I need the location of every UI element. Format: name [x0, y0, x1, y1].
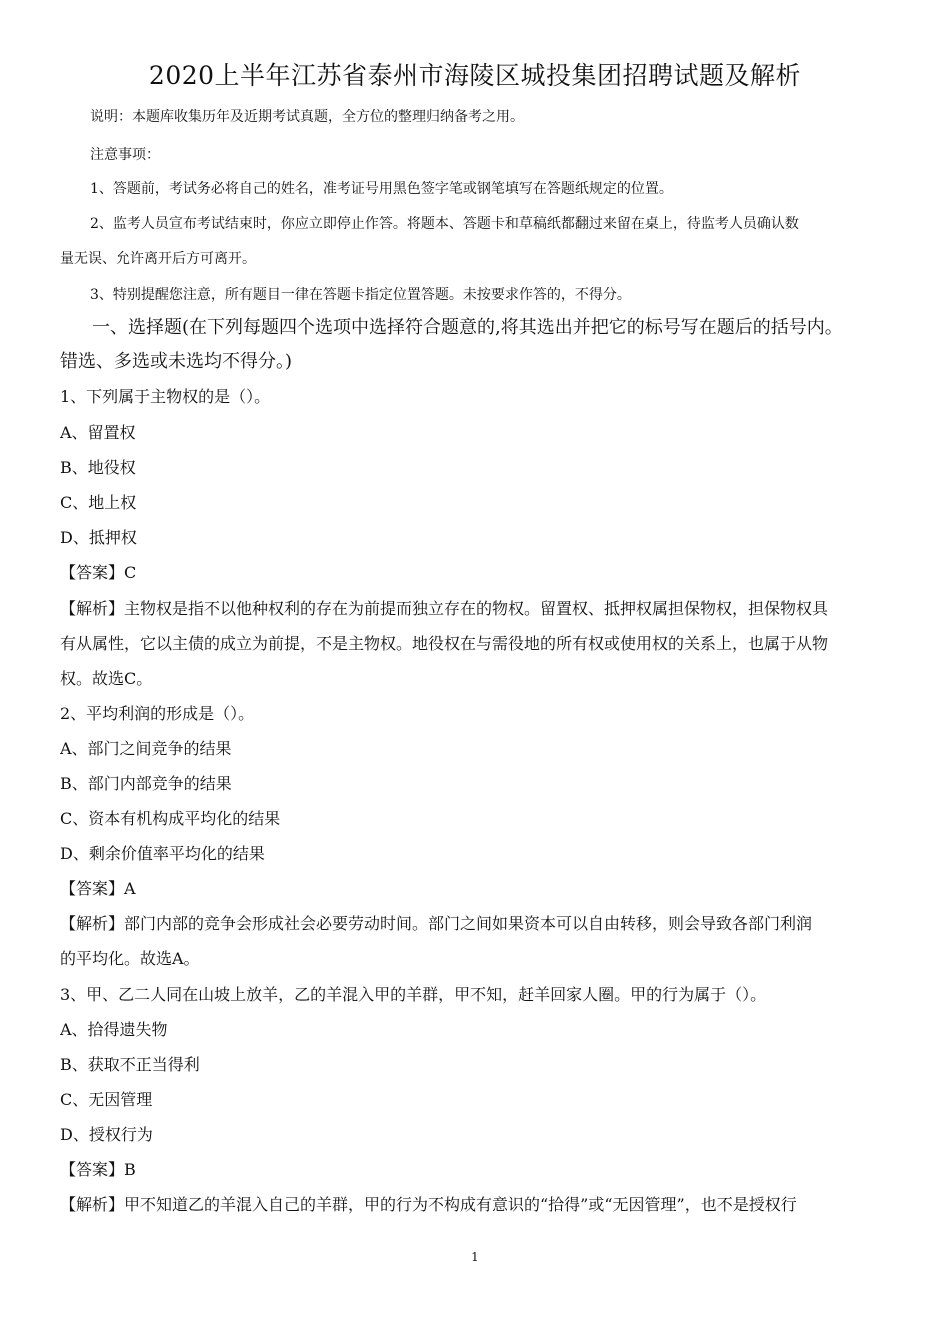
question-option: D、抵押权 [60, 528, 137, 547]
analysis-line: 有从属性，它以主债的成立为前提，不是主物权。地役权在与需役地的所有权或使用权的关系上，也属于从物 [60, 634, 829, 653]
notice-heading: 注意事项： [90, 147, 160, 163]
question-option: B、获取不正当得利 [60, 1055, 200, 1074]
notice-rule-3: 3、特别提醒您注意，所有题目一律在答题卡指定位置答题。未按要求作答的，不得分。 [90, 287, 631, 303]
question-option: A、部门之间竞争的结果 [60, 739, 232, 758]
section-heading-line-1: 一、选择题(在下列每题四个选项中选择符合题意的,将其选出并把它的标号写在题后的括号内。 [92, 317, 843, 338]
question-option: C、资本有机构成平均化的结果 [60, 809, 281, 828]
analysis-line: 【解析】主物权是指不以他种权利的存在为前提而独立存在的物权。留置权、抵押权属担保物权，担保物权具 [60, 599, 829, 618]
document-title: 2020上半年江苏省泰州市海陵区城投集团招聘试题及解析 [148, 61, 802, 90]
question-stem: 2、平均利润的形成是（）。 [60, 704, 255, 723]
notice-rule-2-line-2: 量无误、允许离开后方可离开。 [60, 251, 256, 267]
question-option: B、地役权 [60, 458, 136, 477]
analysis-line: 的平均化。故选A。 [60, 949, 200, 968]
question-option: C、无因管理 [60, 1090, 153, 1109]
question-option: C、地上权 [60, 493, 137, 512]
analysis-line: 【解析】甲不知道乙的羊混入自己的羊群，甲的行为不构成有意识的“拾得”或“无因管理”，也不是授权行 [60, 1195, 797, 1214]
notice-rule-1: 1、答题前，考试务必将自己的姓名，准考证号用黑色签字笔或钢笔填写在答题纸规定的位置。 [90, 181, 673, 197]
answer-label: 【答案】C [60, 563, 137, 582]
question-option: D、授权行为 [60, 1125, 153, 1144]
question-stem: 3、甲、乙二人同在山坡上放羊，乙的羊混入甲的羊群，甲不知，赶羊回家人圈。甲的行为属于（）。 [60, 985, 767, 1004]
notice-rule-2-line-1: 2、监考人员宣布考试结束时，你应立即停止作答。将题本、答题卡和草稿纸都翻过来留在桌上，待监考人员确认数 [90, 216, 799, 232]
answer-label: 【答案】B [60, 1160, 136, 1179]
answer-label: 【答案】A [60, 879, 136, 898]
question-option: D、剩余价值率平均化的结果 [60, 844, 265, 863]
page-number: 1 [471, 1250, 479, 1264]
section-heading-line-2: 错选、多选或未选均不得分。) [60, 351, 293, 372]
analysis-line: 【解析】部门内部的竞争会形成社会必要劳动时间。部门之间如果资本可以自由转移，则会导致各部门利润 [60, 914, 813, 933]
analysis-line: 权。故选C。 [60, 669, 153, 688]
question-option: A、拾得遗失物 [60, 1020, 168, 1039]
intro-note: 说明：本题库收集历年及近期考试真题，全方位的整理归纳备考之用。 [90, 109, 524, 125]
question-stem: 1、下列属于主物权的是（）。 [60, 387, 271, 406]
question-option: B、部门内部竞争的结果 [60, 774, 232, 793]
question-option: A、留置权 [60, 423, 136, 442]
